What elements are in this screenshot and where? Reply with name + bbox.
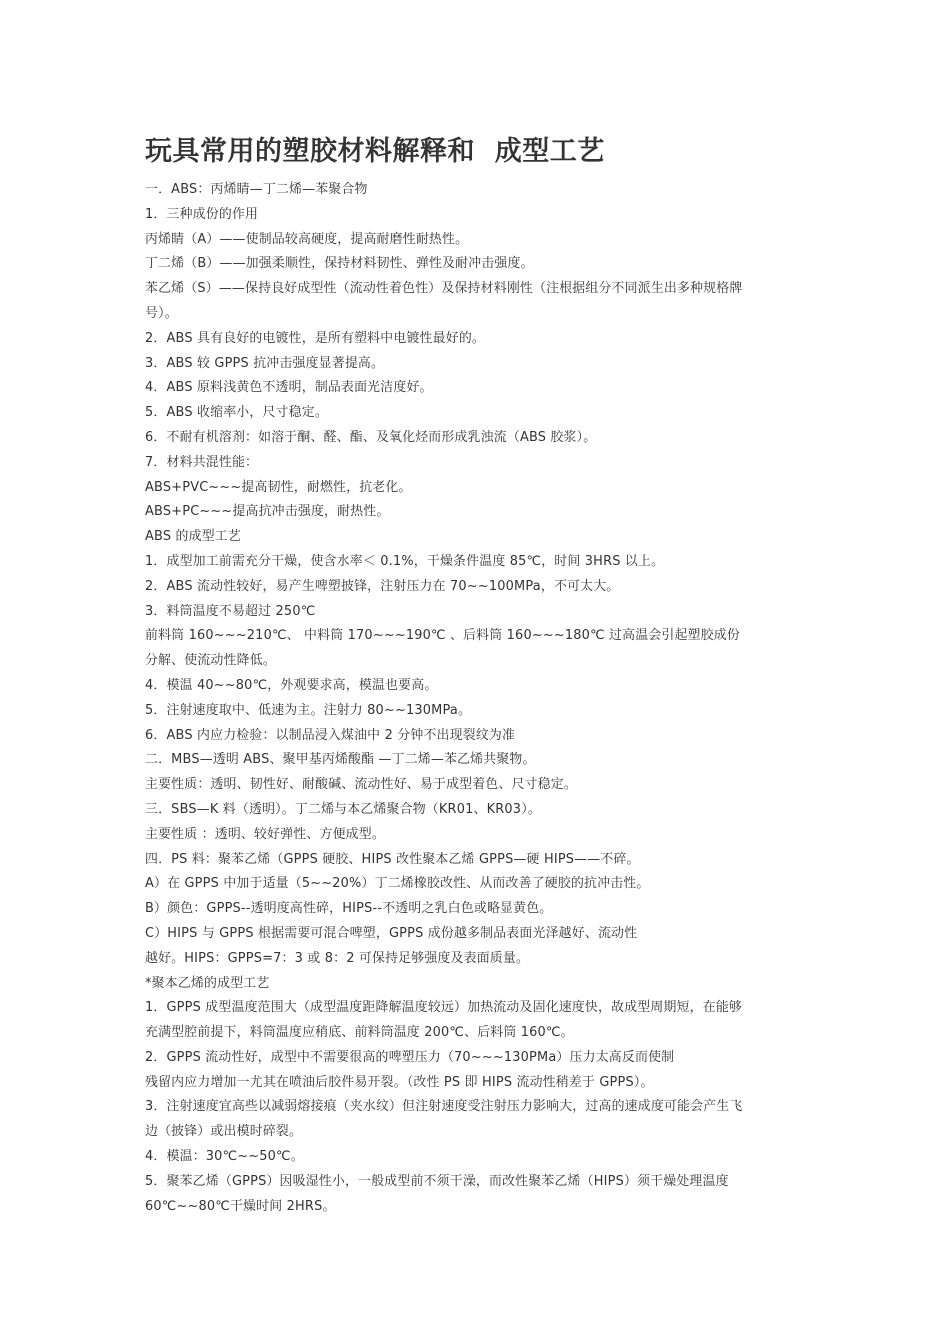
text-line: 5．ABS 收缩率小，尺寸稳定。 (145, 405, 328, 421)
text-line: 1．三种成份的作用 (145, 206, 259, 222)
text-line: 越好。HIPS：GPPS=7：3 或 8：2 可保持足够强度及表面质量。 (145, 950, 530, 966)
text-line: 分解、使流动性降低。 (145, 653, 276, 669)
text-line: ABS 的成型工艺 (145, 529, 241, 545)
text-line: 丁二烯（B）——加强柔顺性，保持材料韧性、弹性及耐冲击强度。 (145, 256, 534, 272)
text-line: 60℃~~80℃干燥时间 2HRS。 (145, 1198, 336, 1214)
document-body (145, 132, 810, 1219)
text-line: 四．PS 料：聚苯乙烯（GPPS 硬胶、HIPS 改性聚本乙烯 GPPS—硬 HIPS——不碎。 (145, 851, 640, 867)
text-line: 4．模温：30℃~~50℃。 (145, 1149, 304, 1165)
text-line: 1．成型加工前需充分干燥，使含水率＜ 0.1%，干燥条件温度 85℃，时间 3HRS 以上。 (145, 553, 665, 569)
text-line: *聚本乙烯的成型工艺 (145, 975, 270, 991)
text-line: ABS+PC~~~提高抗冲击强度，耐热性。 (145, 504, 390, 520)
text-line: 1．GPPS 成型温度范围大（成型温度距降解温度较远）加热流动及固化速度快，故成型周期短，在能够 (145, 1000, 743, 1016)
text-line: 丙烯睛（A）——使制品较高硬度，提高耐磨性耐热性。 (145, 231, 469, 247)
text-line: 2．ABS 流动性较好，易产生啤塑披锋，注射压力在 70~~100MPa，不可太大。 (145, 578, 620, 594)
text-line: 3．ABS 较 GPPS 抗冲击强度显著提高。 (145, 355, 385, 371)
text-line: 残留内应力增加一尤其在喷油后胶件易开裂。（改性 PS 即 HIPS 流动性稍差于 GPPS）。 (145, 1074, 654, 1090)
text-line: ABS+PVC~~~提高韧性，耐燃性，抗老化。 (145, 479, 412, 495)
text-line: 苯乙烯（S）——保持良好成型性（流动性着色性）及保持材料刚性（注根据组分不同派生出多种规格牌 (145, 281, 743, 297)
document-text (145, 178, 810, 1219)
text-line: 6．不耐有机溶剂：如溶于酮、醛、酯、及氧化烃而形成乳浊流（ABS 胶浆）。 (145, 429, 597, 445)
text-line: 边（披锋）或出模时碎裂。 (145, 1124, 303, 1140)
text-line: 5．注射速度取中、低速为主。注射力 80~~130MPa。 (145, 702, 472, 718)
document-title: 玩具常用的塑胶材料解释和 成型工艺 (145, 136, 605, 167)
text-line: 二．MBS—透明 ABS、聚甲基丙烯酸酯 —丁二烯—苯乙烯共聚物。 (145, 752, 536, 768)
text-line: B）颜色：GPPS--透明度高性碎，HIPS--不透明之乳白色或略显黄色。 (145, 901, 553, 917)
text-line: 号）。 (145, 305, 178, 321)
text-line: 主要性质：透明、韧性好、耐酸碱、流动性好、易于成型着色、尺寸稳定。 (145, 777, 577, 793)
text-line: 2．GPPS 流动性好，成型中不需要很高的啤塑压力（70~~~130PMa）压力太高反而使制 (145, 1049, 675, 1065)
text-line: 2．ABS 具有良好的电镀性，是所有塑料中电镀性最好的。 (145, 330, 485, 346)
text-line: C）HIPS 与 GPPS 根据需要可混合啤塑，GPPS 成份越多制品表面光泽越好、流动性 (145, 925, 638, 941)
text-line: 充满型腔前提下，料筒温度应稍底、前料筒温度 200℃、后料筒 160℃。 (145, 1025, 574, 1041)
text-line: 3．注射速度宜高些以减弱熔接痕（夹水纹）但注射速度受注射压力影响大，过高的速成度可能会产生飞 (145, 1099, 743, 1115)
text-line: 前料筒 160~~~210℃、 中料筒 170~~~190℃ 、后料筒 160~~~180℃ 过高温会引起塑胶成份 (145, 628, 740, 644)
text-line: 4．ABS 原料浅黄色不透明，制品表面光洁度好。 (145, 380, 433, 396)
text-line: 6．ABS 内应力检验：以制品浸入煤油中 2 分钟不出现裂纹为准 (145, 727, 516, 743)
text-line: 三．SBS—K 料（透明）。丁二烯与本乙烯聚合物（KR01、KR03）。 (145, 801, 541, 817)
text-line: 主要性质 ：透明、较好弹性、方便成型。 (145, 826, 385, 842)
text-line: 3．料筒温度不易超过 250℃ (145, 603, 316, 619)
text-line: 4．模温 40~~80℃，外观要求高，模温也要高。 (145, 677, 438, 693)
text-line: A）在 GPPS 中加于适量（5~~20%）丁二烯橡胶改性、从而改善了硬胶的抗冲击性。 (145, 876, 650, 892)
text-line: 5．聚苯乙烯（GPPS）因吸湿性小，一般成型前不须干澡，而改性聚苯乙烯（HIPS）须干燥处理温度 (145, 1173, 729, 1189)
text-line: 7．材料共混性能： (145, 454, 259, 470)
text-line: 一．ABS：丙烯睛—丁二烯—苯聚合物 (145, 182, 368, 197)
